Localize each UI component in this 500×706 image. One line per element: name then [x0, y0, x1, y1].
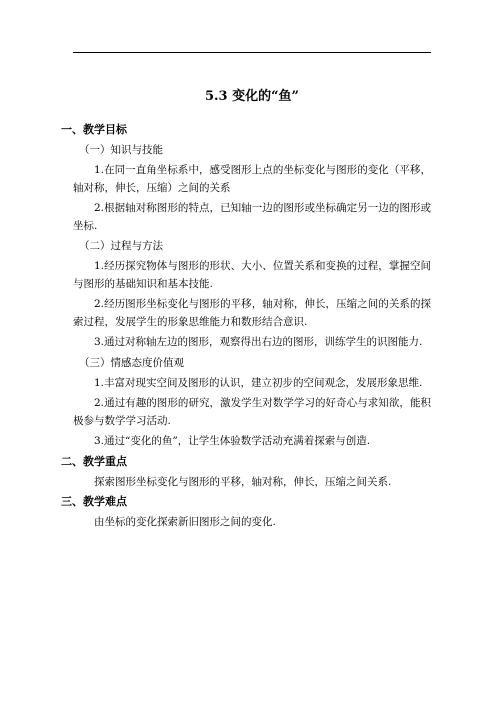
objective-item: 2.根据轴对称图形的特点，已知轴一边的图形或坐标确定另一边的图形或坐标.: [73, 202, 431, 232]
subheading-process-method: （二）过程与方法: [79, 240, 163, 252]
objective-item: 1.在同一直角坐标系中，感受图形上点的坐标变化与图形的变化（平移，轴对称，伸长，压缩）之间的关系: [73, 164, 431, 194]
page-title: 5.3 变化的“鱼”: [204, 89, 300, 104]
section-heading-key-points: 二、教学重点: [61, 454, 127, 468]
objective-item: 1.经历探究物体与图形的形状、大小、位置关系和变换的过程，掌握空间与图形的基础知识和基本技能.: [73, 260, 431, 290]
objective-item: 2.经历图形坐标变化与图形的平移，轴对称，伸长，压缩之间的关系的探索过程，发展学生的形象思维能力和数形结合意识.: [73, 298, 431, 328]
difficulties-text: 由坐标的变化探索新旧图形之间的变化.: [94, 515, 276, 528]
objective-item: 1.丰富对现实空间及图形的认识，建立初步的空间观念，发展形象思维.: [94, 376, 423, 389]
subheading-knowledge-skills: （一）知识与技能: [79, 144, 163, 156]
document-body: [61, 88, 431, 534]
section-heading-difficulties: 三、教学难点: [61, 494, 127, 508]
objective-item: 3.通过“变化的鱼”，让学生体验数学活动充满着探索与创造.: [94, 435, 371, 447]
section-heading-objectives: 一、教学目标: [61, 123, 127, 136]
header-rule: [73, 52, 431, 53]
objective-item: 3.通过对称轴左边的图形，观察得出右边的图形，训练学生的识图能力.: [94, 336, 423, 348]
objective-item: 2.通过有趣的图形的研究，激发学生对数学学习的好奇心与求知欲，能积极参与数学学习活动.: [73, 397, 431, 427]
key-points-text: 探索图形坐标变化与图形的平移，轴对称，伸长，压缩之间关系.: [94, 475, 392, 488]
subheading-attitude-values: （三）情感态度价值观: [79, 356, 184, 369]
